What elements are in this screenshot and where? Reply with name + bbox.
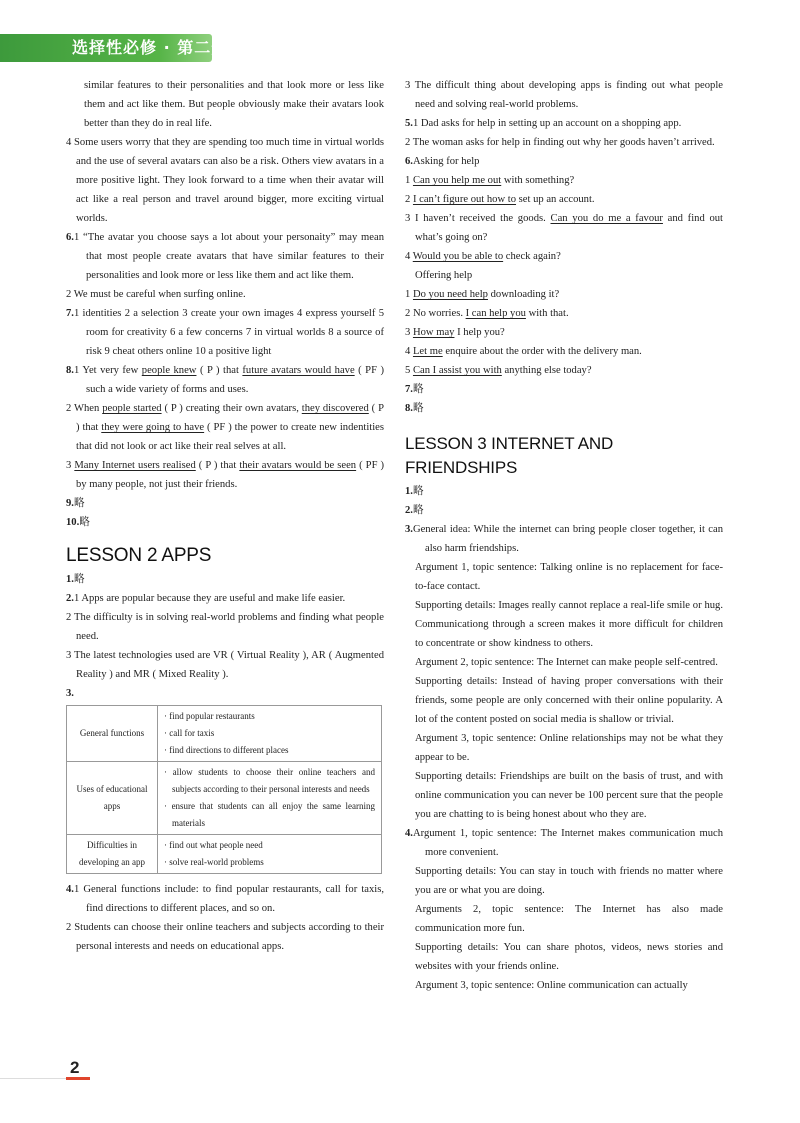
question-number: 4. [405, 828, 413, 839]
underlined-phrase: their avatars would be seen [239, 460, 357, 471]
lesson3-answer-4 [405, 824, 723, 862]
answer-10 [66, 513, 384, 532]
item-number: 4 [405, 251, 413, 262]
answer-text: ( PF ) the power to create new indentities that did not look or act like their real selves at all. [76, 422, 384, 452]
lesson2-answer-5-2: 2 The woman asks for help in finding out why her goods haven’t arrived. [405, 137, 715, 148]
right-column [405, 76, 723, 995]
table-row [67, 762, 382, 835]
lesson2-answer-8 [405, 399, 723, 418]
lesson3-answer-3 [405, 520, 723, 558]
phrase-item [405, 361, 723, 380]
list-item-text: call for taxis [169, 728, 215, 738]
item-number: 5 [405, 365, 413, 376]
phrase-item [405, 247, 723, 266]
answer-8-3 [66, 456, 384, 494]
table-row [67, 835, 382, 874]
answer-text: 1 identities 2 a selection 3 create your own images 4 express yourself 5 room for creativity 6 a few concerns 7 in virtual worlds 8 a source of risk 9 cheat others online 10 a positive light [73, 308, 384, 357]
argument: Argument 1, topic sentence: Talking online is no replacement for face-to-face contact. [415, 562, 723, 592]
question-number: 8. [66, 365, 74, 376]
answer-text: ( PF ) by many people, not just their friends. [76, 460, 385, 490]
list-item-text: find out what people need [169, 840, 263, 850]
left-column [66, 76, 384, 956]
phrase-item [405, 304, 723, 323]
answer-6-2: 2 We must be careful when surfing online. [66, 289, 246, 300]
answer-text: ( P ) that [196, 365, 243, 376]
paragraph: similar features to their personalities and that look more or less like them and act like them. But people obviously make their avatars look better than they do in real life. [84, 80, 384, 129]
list-item-text: find directions to different places [169, 745, 289, 755]
underlined-phrase: Would you be able to [412, 251, 504, 262]
underlined-phrase: they discovered [301, 403, 369, 414]
phrase-text: set up an account. [516, 194, 595, 205]
lesson2-answer-4-2: 2 Students can choose their online teachers and subjects according to their personal interests and needs on educational apps. [66, 922, 384, 952]
argument: Argument 3, topic sentence: Online communication can actually [415, 980, 688, 991]
underlined-phrase: I can’t figure out how to [412, 194, 517, 205]
supporting-details: Supporting details: You can share photos, videos, news stories and websites with your friends online. [415, 942, 723, 972]
phrase-text: check again? [503, 251, 561, 262]
list-item: · ensure that students can all enjoy the same learning materials [164, 801, 375, 828]
page-number-underline [66, 1077, 90, 1080]
table-row [67, 706, 382, 762]
answer-text: 1 Dad asks for help in setting up an account on a shopping app. [412, 118, 682, 129]
list-item: · allow students to choose their online teachers and subjects according to their personal interests and needs [164, 767, 376, 794]
paragraph: 4 Some users worry that they are spending too much time in virtual worlds and the use of several avatars can also be a risk. Others view avatars in a more positive light. They look forward to a time when their avatar will act like a real person and travel around bigger, more exciting virtual worlds. [66, 137, 384, 224]
item-number: 1 [405, 175, 413, 186]
table-row-header: Difficulties in developing an app [67, 835, 158, 874]
underlined-phrase: How may [412, 327, 455, 338]
lesson3-answer-2 [405, 501, 723, 520]
table-row-header: Uses of educational apps [67, 762, 158, 835]
lesson2-answer-7 [405, 380, 723, 399]
phrase-item [405, 190, 723, 209]
underlined-phrase: Can I assist you with [412, 365, 502, 376]
supporting-details: Supporting details: Friendships are built on the basis of trust, and with online communication you can never be 100 percent sure that the people you are chatting to is being honest about who they are. [415, 771, 723, 820]
underlined-phrase: Can you help me out [412, 175, 502, 186]
list-item-text: solve real-world problems [169, 857, 264, 867]
answer-text: ( P ) that [76, 403, 384, 433]
item-number: 1 [405, 289, 413, 300]
argument: Argument 3, topic sentence: Online relationships may not be what they appear to be. [415, 733, 723, 763]
phrase-item [405, 171, 723, 190]
phrase-item [405, 209, 723, 247]
answer-text: 略 [412, 486, 424, 497]
answer-text: ( P ) creating their own avatars, [161, 403, 302, 414]
answer-text: 1 “The avatar you choose says a lot about your personaity” may mean that most people create avatars that have similar features to their personalities and look more or less like them and act like them. [73, 232, 384, 281]
underlined-phrase: Do you need help [412, 289, 488, 300]
phrase-text: downloading it? [487, 289, 560, 300]
lesson2-answer-6 [405, 152, 723, 171]
question-number: 6. [66, 232, 74, 243]
phrase-text: No worries. [412, 308, 466, 319]
phrase-text: and find out what’s going on? [415, 213, 723, 243]
question-number: 10. [66, 517, 80, 528]
item-number: 3 [405, 327, 413, 338]
list-item: · call for taxis [164, 728, 215, 738]
answer-text: 略 [73, 574, 85, 585]
underlined-phrase: Many Internet users realised [74, 460, 196, 471]
answer-text: 略 [412, 505, 424, 516]
answer-text: 1 Yet very few [73, 365, 142, 376]
lesson-3-heading: LESSON 3 INTERNET AND FRIENDSHIPS [405, 434, 614, 477]
question-number: 1. [66, 574, 74, 585]
table-cell [158, 706, 382, 762]
phrase-item [405, 323, 723, 342]
phrase-text: I help you? [454, 327, 505, 338]
argument: Argument 2, topic sentence: The Internet can make people self-centred. [415, 657, 718, 668]
list-item: · find popular restaurants [164, 711, 255, 721]
lesson2-answer-1 [66, 570, 384, 589]
answer-text: 略 [73, 498, 85, 509]
lesson2-answer-3 [66, 684, 384, 703]
footer-rule [0, 1078, 66, 1079]
answer-text: 略 [412, 384, 424, 395]
question-number: 7. [66, 308, 74, 319]
lesson2-answer-2-2: 2 The difficulty is in solving real-world problems and finding what people need. [66, 612, 384, 642]
list-item-text: allow students to choose their online teachers and subjects according to their personal interests and needs [172, 767, 376, 794]
underlined-phrase: people knew [141, 365, 197, 376]
answer-text: ( PF ) such a wide variety of forms and uses. [86, 365, 384, 395]
page-number: 2 [70, 1058, 80, 1077]
lesson3-answer-1 [405, 482, 723, 501]
underlined-phrase: Can you do me a favour [550, 213, 663, 224]
answer-text: 略 [79, 517, 90, 528]
question-number: 2. [66, 593, 74, 604]
answer-text: 1 General functions include: to find popular restaurants, call for taxis, find directions to different places, and so on. [73, 884, 384, 914]
question-number: 9. [66, 498, 74, 509]
underlined-phrase: future avatars would have [242, 365, 355, 376]
phrase-text: I haven’t received the goods. [415, 213, 551, 224]
phrase-text: with that. [525, 308, 569, 319]
section-label: Offering help [415, 270, 473, 281]
apps-table [66, 705, 382, 874]
table-row-header: General functions [67, 706, 158, 762]
lesson2-answer-2-1 [66, 589, 384, 608]
answer-7 [66, 304, 384, 361]
answer-text: Argument 1, topic sentence: The Internet makes communication much more convenient. [412, 828, 723, 858]
lesson2-answer-4-3: 3 The difficult thing about developing apps is finding out what people need and solving real-world problems. [405, 80, 723, 110]
supporting-details: Supporting details: Instead of having proper conversations with their friends, some people are only concerned with their online popularity. A lot of the content posted on social media is shallow or trivial. [415, 676, 723, 725]
answer-text: 1 Apps are popular because they are useful and make life easier. [73, 593, 346, 604]
table-cell [158, 835, 382, 874]
question-number: 4. [66, 884, 74, 895]
section-label: Asking for help [412, 156, 480, 167]
supporting-details: Supporting details: Images really cannot replace a real-life smile or hug. Communicationg through a screen makes it more difficult for children to concentrate or show kindness to others. [415, 600, 723, 649]
answer-8-1 [66, 361, 384, 399]
answer-text: 3 [66, 460, 75, 471]
supporting-details: Supporting details: You can stay in touch with friends no matter where you are or what you are doing. [415, 866, 723, 896]
phrase-item [405, 342, 723, 361]
question-number: 8. [405, 403, 413, 414]
lesson2-answer-5-1 [405, 114, 723, 133]
list-item-text: ensure that students can all enjoy the same learning materials [171, 801, 375, 828]
answer-text: 2 When [66, 403, 103, 414]
answer-8-2 [66, 399, 384, 456]
phrase-text: enquire about the order with the delivery man. [442, 346, 642, 357]
underlined-phrase: Let me [412, 346, 443, 357]
question-number: 5. [405, 118, 413, 129]
item-number: 2 [405, 308, 413, 319]
item-number: 3 [405, 213, 416, 224]
phrase-item [405, 285, 723, 304]
underlined-phrase: people started [102, 403, 162, 414]
table-cell [158, 762, 382, 835]
argument: Arguments 2, topic sentence: The Internet has also made communication more fun. [415, 904, 723, 934]
phrase-text: anything else today? [501, 365, 592, 376]
question-number: 6. [405, 156, 413, 167]
underlined-phrase: they were going to have [101, 422, 205, 433]
phrase-text: with something? [501, 175, 575, 186]
answer-text: General idea: While the internet can bring people closer together, it can also harm friendships. [412, 524, 723, 554]
question-number: 3. [405, 524, 413, 535]
list-item-text: find popular restaurants [169, 711, 255, 721]
list-item: · find directions to different places [164, 745, 289, 755]
list-item: · find out what people need [164, 840, 263, 850]
lesson2-answer-4-1 [66, 880, 384, 918]
question-number: 1. [405, 486, 413, 497]
answer-text: 略 [412, 403, 424, 414]
item-number: 4 [405, 346, 413, 357]
header-title: 选择性必修 · 第二册 [72, 38, 229, 57]
lesson2-answer-2-3: 3 The latest technologies used are VR ( Virtual Reality ), AR ( Augmented Reality ) and MR ( Mixed Reality ). [66, 650, 384, 680]
answer-9 [66, 494, 384, 513]
answer-text: ( P ) that [195, 460, 240, 471]
item-number: 2 [405, 194, 413, 205]
question-number: 2. [405, 505, 413, 516]
answer-6-1 [66, 228, 384, 285]
list-item: · solve real-world problems [164, 857, 264, 867]
question-number: 7. [405, 384, 413, 395]
underlined-phrase: I can help you [465, 308, 526, 319]
lesson-2-heading: LESSON 2 APPS [66, 545, 212, 566]
question-number: 3. [66, 688, 74, 699]
